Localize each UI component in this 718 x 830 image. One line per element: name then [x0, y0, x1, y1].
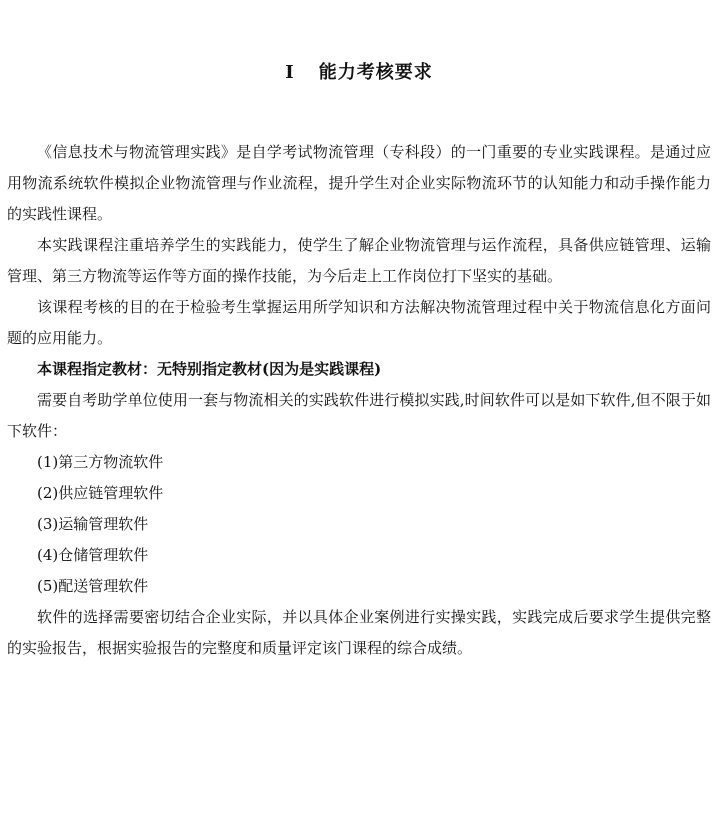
software-list-item: (1)第三方物流软件	[37, 453, 164, 471]
software-list-item: (4)仓储管理软件	[37, 546, 149, 564]
intro-paragraph: 《信息技术与物流管理实践》是自学考试物流管理（专科段）的一门重要的专业实践课程。是通过应用物流系统软件模拟企业物流管理与作业流程，提升学生对企业实际物流环节的认知能力和动手操作能力的实践性课程。	[7, 143, 711, 223]
software-list-item: (2)供应链管理软件	[37, 484, 164, 502]
software-list-item: (3)运输管理软件	[37, 515, 149, 533]
section-title: 能力考核要求	[318, 62, 433, 83]
section-heading	[7, 58, 711, 84]
software-list-item: (5)配送管理软件	[37, 577, 149, 595]
document-body	[7, 137, 711, 664]
software-intro-paragraph: 需要自考助学单位使用一套与物流相关的实践软件进行模拟实践,时间软件可以是如下软件,但不限于如下软件：	[7, 391, 711, 440]
textbook-note: 本课程指定教材：无特别指定教材(因为是实践课程)	[37, 360, 382, 378]
section-number: I	[285, 62, 295, 83]
assessment-goal-paragraph: 该课程考核的目的在于检验考生掌握运用所学知识和方法解决物流管理过程中关于物流信息化方面问题的应用能力。	[7, 298, 711, 347]
practice-focus-paragraph: 本实践课程注重培养学生的实践能力，使学生了解企业物流管理与运作流程，具备供应链管理、运输管理、第三方物流等运作等方面的操作技能，为今后走上工作岗位打下坚实的基础。	[7, 236, 711, 285]
closing-paragraph: 软件的选择需要密切结合企业实际，并以具体企业案例进行实操实践，实践完成后要求学生提供完整的实验报告，根据实验报告的完整度和质量评定该门课程的综合成绩。	[7, 608, 711, 657]
